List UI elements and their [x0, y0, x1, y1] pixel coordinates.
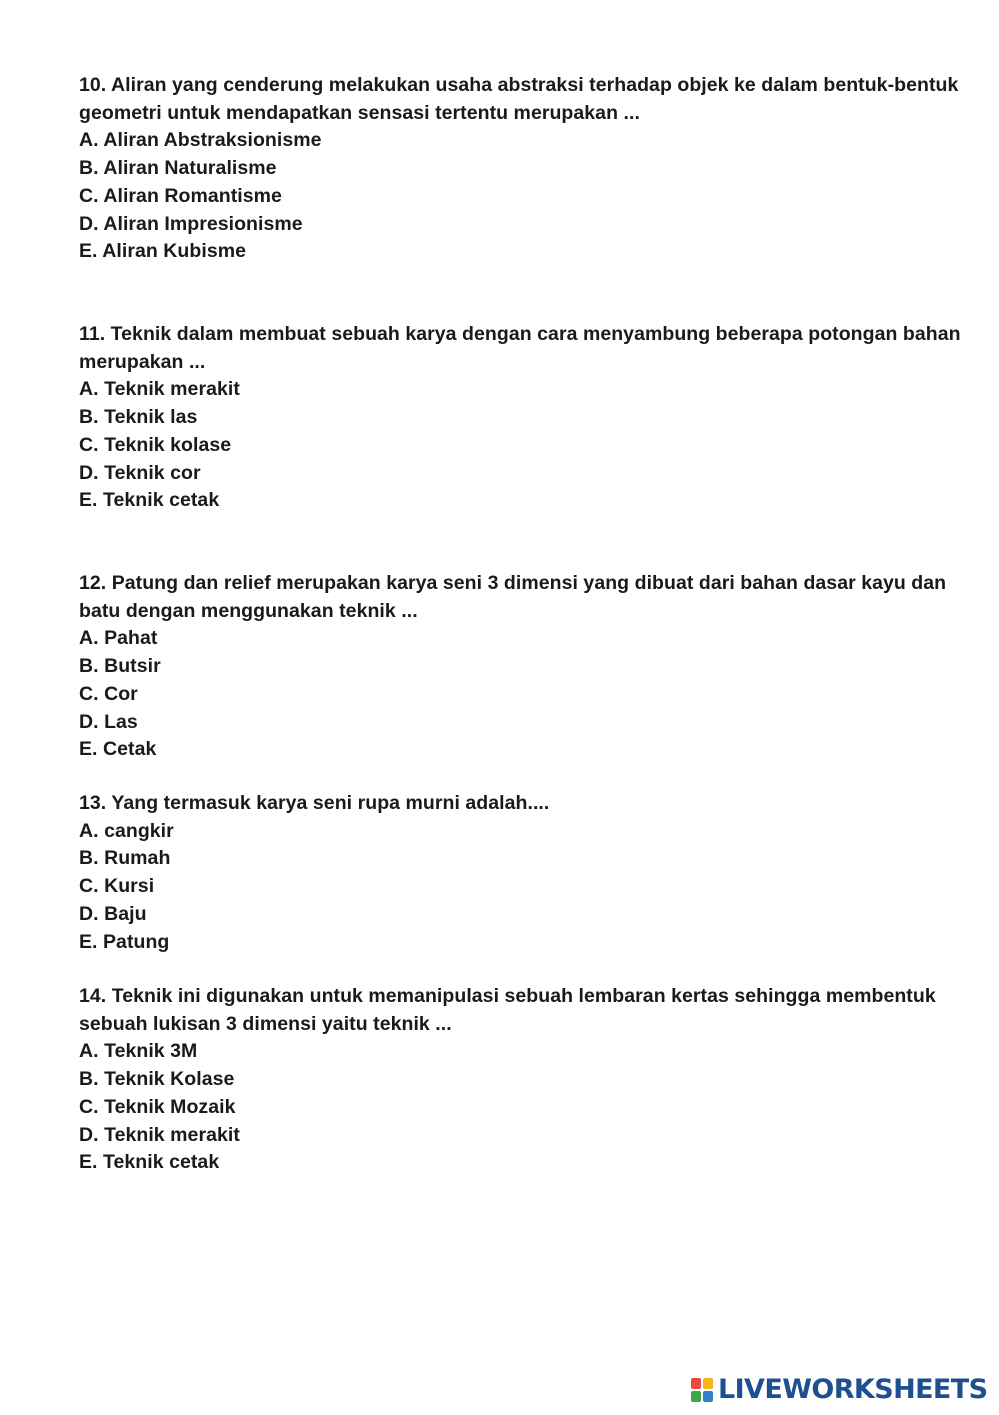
question-text: 12. Patung dan relief merupakan karya seni 3 dimensi yang dibuat dari bahan dasar kayu dan batu dengan menggunakan teknik ...	[79, 572, 947, 622]
option-b[interactable]: B. Rumah	[79, 847, 171, 870]
option-d[interactable]: D. Baju	[79, 902, 147, 925]
option-d[interactable]: D. Las	[79, 710, 138, 733]
option-e[interactable]: E. Teknik cetak	[79, 1151, 220, 1174]
question-14	[79, 983, 979, 1177]
question-text: 13. Yang termasuk karya seni rupa murni adalah....	[79, 792, 550, 814]
question-text: 11. Teknik dalam membuat sebuah karya dengan cara menyambung beberapa potongan bahan merupakan ...	[79, 323, 961, 373]
option-c[interactable]: C. Teknik kolase	[79, 433, 232, 456]
question-13	[79, 790, 979, 956]
option-d[interactable]: D. Teknik cor	[79, 461, 201, 484]
option-c[interactable]: C. Kursi	[79, 875, 155, 898]
question-text: 10. Aliran yang cenderung melakukan usaha abstraksi terhadap objek ke dalam bentuk-bentuk geometri untuk mendapatkan sensasi tertentu merupakan ...	[79, 74, 959, 124]
option-d[interactable]: D. Teknik merakit	[79, 1123, 240, 1146]
option-e[interactable]: E. Cetak	[79, 738, 157, 761]
option-e[interactable]: E. Teknik cetak	[79, 489, 220, 512]
question-text: 14. Teknik ini digunakan untuk memanipulasi sebuah lembaran kertas sehingga membentuk sebuah lukisan 3 dimensi yaitu teknik ...	[79, 985, 936, 1035]
option-b[interactable]: B. Teknik Kolase	[79, 1068, 235, 1091]
option-c[interactable]: C. Aliran Romantisme	[79, 184, 282, 207]
option-b[interactable]: B. Butsir	[79, 655, 161, 678]
liveworksheets-logo-icon	[690, 1377, 714, 1403]
question-12	[79, 570, 979, 764]
question-10	[79, 72, 979, 266]
option-a[interactable]: A. cangkir	[79, 819, 174, 842]
liveworksheets-brand	[690, 1374, 987, 1406]
option-e[interactable]: E. Patung	[79, 930, 170, 953]
option-a[interactable]: A. Teknik 3M	[79, 1040, 198, 1063]
question-11	[79, 321, 979, 515]
option-d[interactable]: D. Aliran Impresionisme	[79, 212, 303, 235]
option-c[interactable]: C. Cor	[79, 682, 138, 705]
option-b[interactable]: B. Teknik las	[79, 406, 198, 429]
option-b[interactable]: B. Aliran Naturalisme	[79, 157, 277, 180]
option-c[interactable]: C. Teknik Mozaik	[79, 1095, 236, 1118]
option-a[interactable]: A. Aliran Abstraksionisme	[79, 129, 322, 152]
option-a[interactable]: A. Teknik merakit	[79, 378, 240, 401]
option-e[interactable]: E. Aliran Kubisme	[79, 240, 246, 263]
option-a[interactable]: A. Pahat	[79, 627, 158, 650]
brand-name: LIVEWORKSHEETS	[718, 1374, 988, 1405]
